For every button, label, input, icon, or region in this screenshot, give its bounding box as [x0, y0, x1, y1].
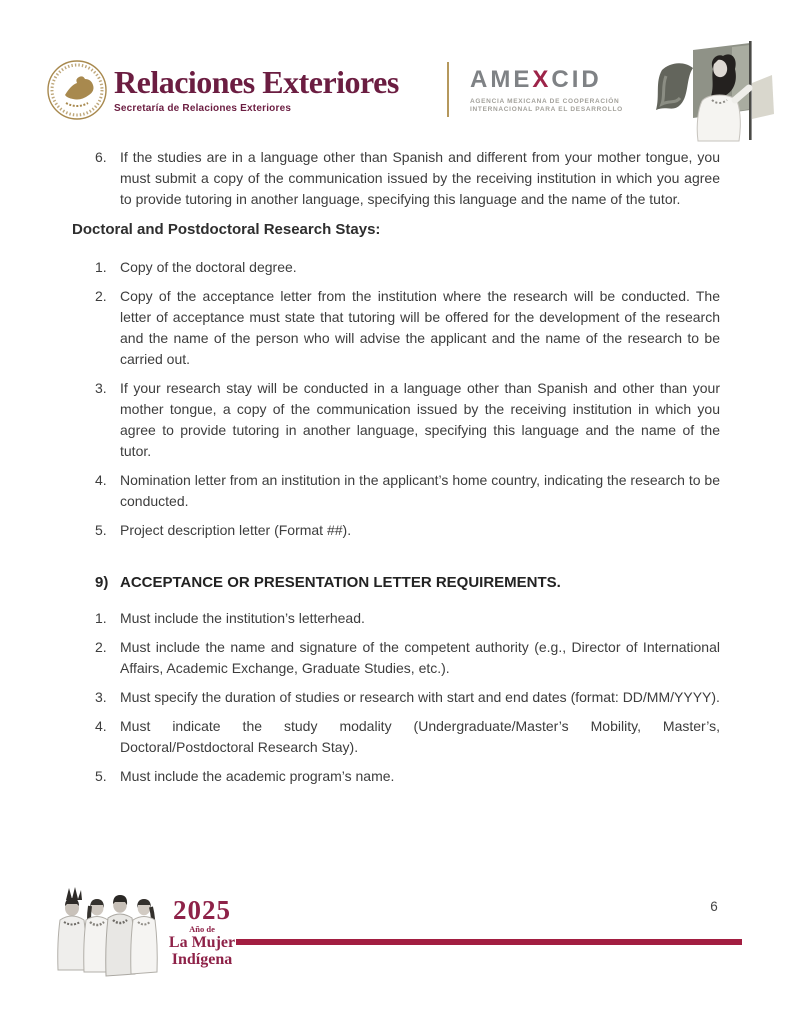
campaign-title-line1: La Mujer	[168, 934, 236, 951]
acceptance-letter-requirements-list	[72, 608, 720, 787]
footer-accent-line	[236, 939, 742, 945]
list-item	[72, 286, 720, 370]
amexcid-logo	[470, 67, 623, 114]
amexcid-tagline-line1: AGENCIA MEXICANA DE COOPERACIÓN	[470, 98, 620, 105]
indigenous-women-illustration	[52, 886, 170, 978]
campaign-year: 2025	[173, 895, 231, 925]
page-number: 6	[710, 899, 718, 914]
list-item-number: 2.	[95, 639, 107, 655]
list-item-text: Copy of the doctoral degree.	[120, 259, 297, 275]
list-item	[72, 766, 720, 787]
amexcid-tagline-line2: INTERNACIONAL PARA EL DESARROLLO	[470, 106, 623, 113]
list-item-text: Nomination letter from an institution in the applicant’s home country, indicating the research to be conducted.	[120, 472, 720, 509]
footer-campaign-logo	[164, 896, 240, 968]
list-item	[72, 687, 720, 708]
list-item-number: 4.	[95, 472, 107, 488]
list-item-number: 1.	[95, 610, 107, 626]
list-item-text: Must include the institution’s letterhead.	[120, 610, 365, 626]
section-heading-acceptance-letter	[72, 572, 720, 593]
amexcid-prefix: AME	[470, 66, 533, 93]
list-item-text: Must indicate the study modality (Undergraduate/Master’s Mobility, Master’s, Doctoral/Postdoctoral Research Stay).	[120, 718, 720, 755]
sre-wordmark-subtitle: Secretaría de Relaciones Exteriores	[114, 103, 292, 114]
sre-wordmark-block	[114, 64, 399, 114]
list-item	[72, 257, 720, 278]
list-item-number: 4.	[95, 718, 107, 734]
campaign-caption: Año de	[189, 924, 215, 934]
list-item-text: If the studies are in a language other than Spanish and different from your mother tongue, you must submit a copy of the communication issued by the receiving institution in which you agree to provide tutoring in another language, specifying this language and the name of the tutor.	[120, 149, 720, 207]
document-body	[72, 147, 720, 795]
list-item-number: 3.	[95, 689, 107, 705]
woman-with-flag-illustration	[652, 38, 788, 144]
campaign-title-line2: Indígena	[171, 951, 233, 968]
list-item-text: Project description letter (Format ##).	[120, 522, 352, 538]
section-number: 9)	[95, 574, 109, 591]
list-item-text: Must include the academic program’s name.	[120, 768, 395, 784]
amexcid-suffix: CID	[551, 66, 602, 93]
list-item-number: 5.	[95, 768, 107, 784]
page-header	[0, 0, 792, 150]
list-item-number: 5.	[95, 522, 107, 538]
sre-wordmark: Relaciones Exteriores	[114, 64, 399, 100]
list-item	[72, 716, 720, 758]
list-item-number: 6.	[95, 149, 107, 165]
list-item	[72, 470, 720, 512]
list-item-text: Copy of the acceptance letter from the institution where the research will be conducted. The letter of acceptance must state that tutoring will be offered for the development of the research and the name of the person who will advise the applicant and the name of the research to be carried out.	[120, 288, 720, 367]
section-title: ACCEPTANCE OR PRESENTATION LETTER REQUIREMENTS.	[120, 574, 561, 591]
list-item-number: 3.	[95, 380, 107, 396]
list-item-text: Must specify the duration of studies or research with start and end dates (format: DD/MM/YYYY).	[120, 689, 720, 705]
amexcid-wordmark	[470, 67, 623, 93]
list-item-text: Must include the name and signature of the competent authority (e.g., Director of International Affairs, Academic Exchange, Graduate Studies, etc.).	[120, 639, 720, 676]
sre-eagle-emblem-icon	[46, 59, 108, 121]
list-item-number: 1.	[95, 259, 107, 275]
list-item-number: 2.	[95, 288, 107, 304]
list-item	[72, 520, 720, 541]
list-item	[72, 637, 720, 679]
list-item	[72, 608, 720, 629]
section-heading-doctoral: Doctoral and Postdoctoral Research Stays:	[72, 221, 381, 238]
header-divider	[447, 62, 449, 117]
list-item-text: If your research stay will be conducted in a language other than Spanish and other than your mother tongue, a copy of the communication issued by the receiving institution in which you agree to provide tutoring in another language, specifying this language and the name of the tutor.	[120, 380, 720, 459]
amexcid-tagline	[470, 98, 623, 114]
doctoral-requirements-list	[72, 257, 720, 541]
amexcid-x-glyph: X	[532, 66, 552, 93]
list-item	[72, 378, 720, 462]
list-item	[72, 147, 720, 210]
